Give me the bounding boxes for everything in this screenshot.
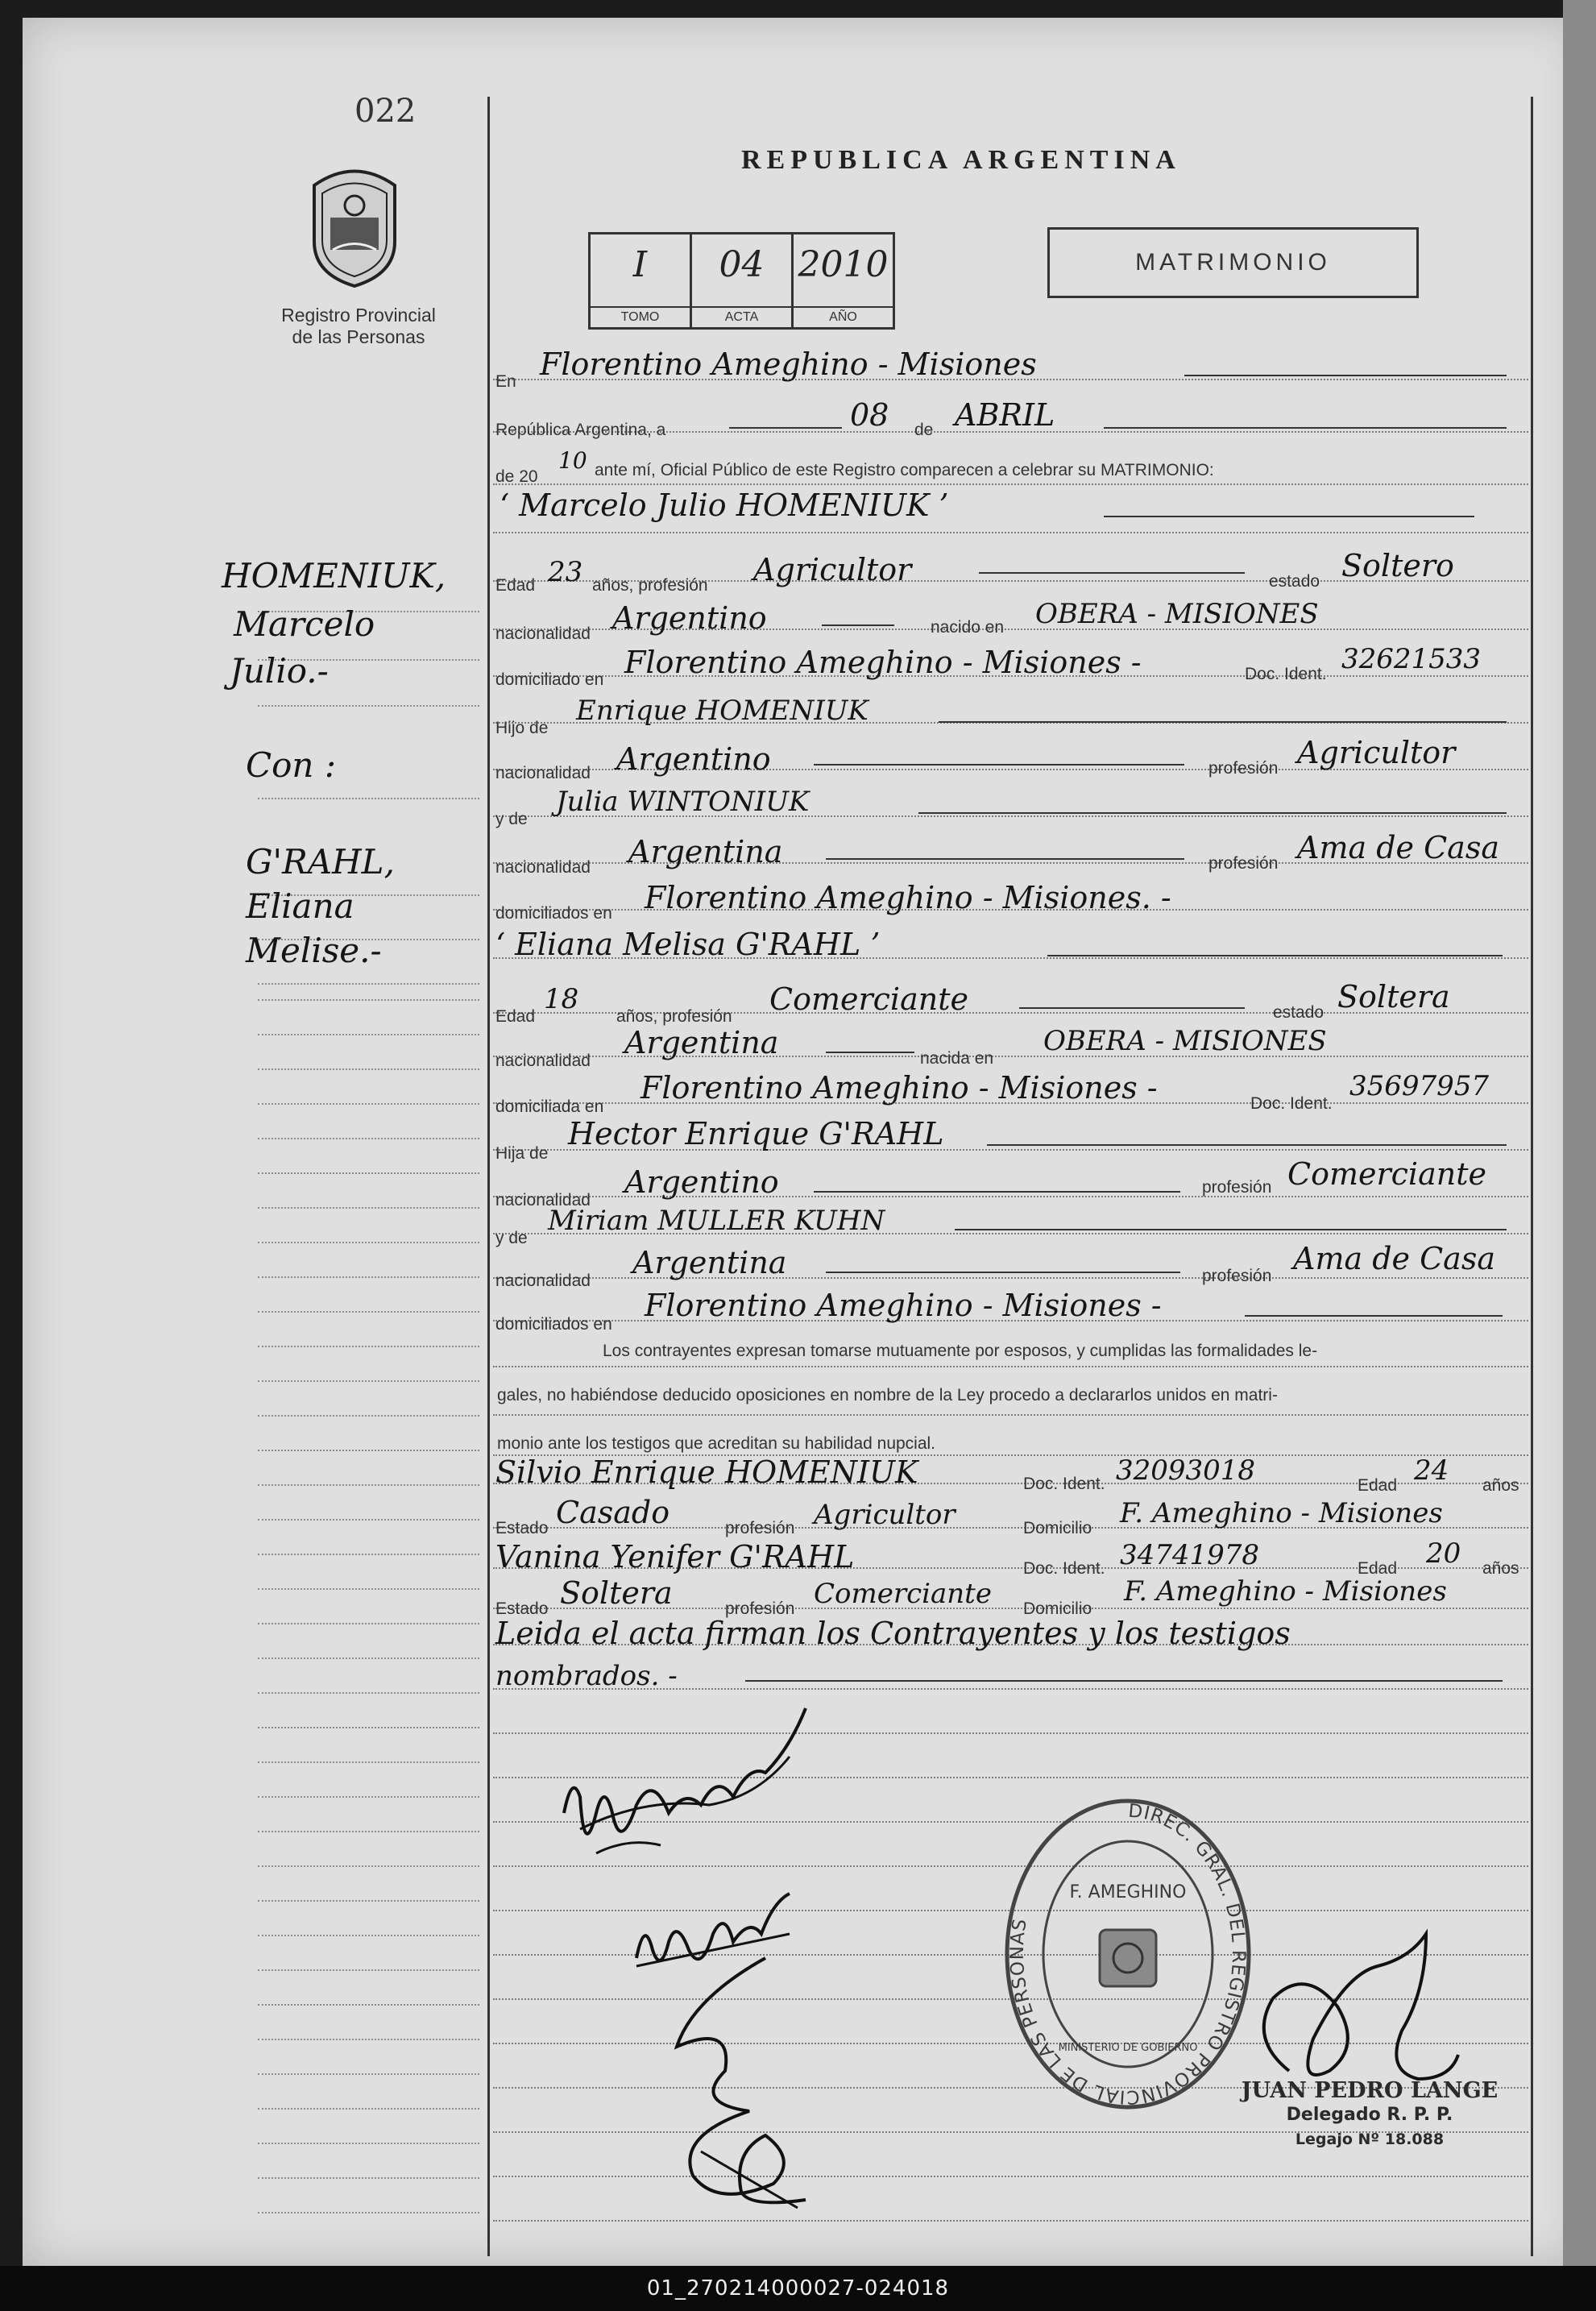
provincial-seal-logo: [302, 161, 407, 290]
margin-divider-right: [1531, 97, 1533, 2256]
filler-line: [1104, 516, 1474, 517]
document-title: REPUBLICA ARGENTINA: [741, 145, 1181, 175]
margin-ruled-line: [258, 1103, 479, 1106]
tomo-cell: [591, 234, 692, 327]
witness-2-dom-label: Domicilio: [1023, 1599, 1092, 1618]
margin-ruled-line: [258, 1796, 479, 1799]
filler-line: [987, 1144, 1507, 1146]
groom-madre: Julia WINTONIUK: [556, 786, 810, 818]
stamp-center: F. AMEGHINO: [1069, 1882, 1187, 1902]
bride-madre-prof-label: profesión: [1202, 1267, 1272, 1285]
witness-2-profesion: Comerciante: [814, 1578, 992, 1610]
margin-ruled-line: [258, 1865, 479, 1868]
act-type-box: MATRIMONIO: [1047, 227, 1419, 298]
ante-text: ante mí, Oficial Público de este Registro comparecen a celebrar su MATRIMONIO:: [595, 461, 1214, 479]
margin-ruled-line: [258, 2073, 479, 2076]
acta-value: 04: [719, 244, 765, 285]
filler-line: [826, 858, 1184, 860]
bride-doc: 35697957: [1349, 1070, 1490, 1102]
acta-label: ACTA: [692, 306, 791, 327]
tomo-value: I: [632, 244, 648, 285]
bride-profesion: Comerciante: [769, 981, 968, 1017]
witness-2-estado: Soltera: [560, 1575, 673, 1611]
margin-ruled-line: [258, 1484, 479, 1487]
groom-doc: 32621533: [1341, 643, 1482, 675]
republica-label: República Argentina, a: [495, 421, 666, 439]
page-number: 022: [354, 93, 417, 130]
filler-line: [814, 1191, 1180, 1193]
margin-ruled-line: [258, 1346, 479, 1348]
groom-estado-label: estado: [1269, 572, 1320, 591]
witness-2-domicilio: F. Ameghino - Misiones: [1124, 1575, 1447, 1608]
witness-2-estado-label: Estado: [495, 1599, 549, 1618]
witness-1-doc: 32093018: [1116, 1454, 1256, 1487]
bride-dom-label: domiciliada en: [495, 1097, 604, 1116]
place: Florentino Ameghino - Misiones: [540, 346, 1037, 382]
bride-madre-nac: Argentina: [632, 1245, 787, 1280]
registry-stamp: [999, 1793, 1257, 2115]
bride-estado-label: estado: [1273, 1003, 1324, 1022]
margin-middle-name: Julio.-: [230, 651, 329, 691]
bride-estado: Soltera: [1337, 979, 1450, 1014]
witness-1-prof-label: profesión: [725, 1519, 795, 1537]
witness-2-doc-label: Doc. Ident.: [1023, 1559, 1105, 1578]
bride-name: ‘ Eliana Melisa G'RAHL ’: [495, 927, 881, 962]
declaration-line-1: Los contrayentes expresan tomarse mutuamente por esposos, y cumplidas las formalidades le-: [603, 1342, 1318, 1360]
groom-doms: Florentino Ameghino - Misiones. -: [645, 880, 1171, 915]
witness-1-edad: 24: [1414, 1454, 1449, 1487]
witness-1-dom-label: Domicilio: [1023, 1519, 1092, 1537]
margin-ruled-line: [258, 1761, 479, 1764]
bride-padre-nac: Argentino: [624, 1164, 779, 1200]
witness-1-domicilio: F. Ameghino - Misiones: [1120, 1497, 1443, 1529]
bride-padre: Hector Enrique G'RAHL: [568, 1116, 944, 1151]
groom-madre-nac: Argentina: [628, 834, 783, 869]
margin-ruled-line: [258, 2177, 479, 2180]
groom-edad: 23: [548, 556, 583, 588]
margin-ruled-line: [258, 1207, 479, 1209]
groom-anos-label: años, profesión: [592, 576, 708, 595]
filler-line: [955, 1229, 1507, 1230]
margin-first-name: Marcelo: [234, 604, 375, 644]
bride-nac-label: nacionalidad: [495, 1052, 591, 1070]
margin-ruled-line: [258, 1831, 479, 1833]
day: 08: [850, 397, 889, 433]
witness-signature: [645, 1950, 822, 2216]
groom-dom-label: domiciliado en: [495, 670, 604, 689]
margin-ruled-line: [258, 1554, 479, 1556]
margin-ruled-line: [258, 2108, 479, 2110]
bride-edad: 18: [544, 983, 579, 1015]
margin-surname: HOMENIUK,: [222, 556, 446, 595]
margin-ruled-line: [258, 1588, 479, 1591]
anio-label: AÑO: [794, 306, 893, 327]
margin-ruled-line: [258, 1242, 479, 1244]
bride-anos-label: años, profesión: [616, 1007, 732, 1026]
groom-nacido-label: nacido en: [931, 618, 1005, 637]
groom-profesion: Agricultor: [753, 552, 912, 587]
margin-ruled-line: [258, 1172, 479, 1175]
groom-padre-prof-label: profesión: [1208, 759, 1279, 778]
margin-ruled-line: [258, 2143, 479, 2145]
margin-ruled-line: [258, 705, 479, 707]
witness-1-edad-label: Edad: [1358, 1476, 1398, 1495]
witness-1-anos-label: años: [1482, 1476, 1519, 1495]
groom-padre-nac: Argentino: [616, 741, 771, 777]
groom-domicilio: Florentino Ameghino - Misiones -: [624, 645, 1142, 680]
filler-line: [979, 572, 1245, 574]
bride-doc-label: Doc. Ident.: [1250, 1094, 1333, 1113]
filler-line: [745, 1680, 1503, 1682]
filler-line: [826, 1272, 1180, 1273]
ruled-line: [493, 1414, 1528, 1417]
bride-madre-prof: Ama de Casa: [1293, 1241, 1495, 1276]
groom-estado: Soltero: [1341, 548, 1454, 583]
bride-yde-label: y de: [495, 1229, 528, 1247]
margin-ruled-line: [258, 1658, 479, 1660]
margin-ruled-line: [258, 1311, 479, 1313]
margin-ruled-line: [258, 1380, 479, 1383]
groom-edad-label: Edad: [495, 576, 536, 595]
stamp-inner: MINISTERIO DE GOBIERNO: [1058, 2042, 1198, 2054]
margin-ruled-line: [258, 1450, 479, 1452]
tomo-label: TOMO: [591, 306, 690, 327]
witness-1-estado: Casado: [556, 1495, 670, 1530]
groom-nacido: OBERA - MISIONES: [1035, 598, 1319, 630]
filler-line: [729, 427, 842, 429]
witness-2-anos-label: años: [1482, 1559, 1519, 1578]
bride-domicilio: Florentino Ameghino - Misiones -: [640, 1070, 1158, 1106]
margin-bride-first: Eliana: [246, 886, 354, 926]
registry-line-2: de las Personas: [292, 326, 425, 347]
bride-padre-prof: Comerciante: [1287, 1156, 1486, 1192]
witness-2-edad: 20: [1426, 1537, 1461, 1570]
margin-ruled-line: [258, 1415, 479, 1417]
registry-name: [262, 305, 455, 348]
margin-ruled-line: [258, 2212, 479, 2214]
bride-padre-prof-label: profesión: [1202, 1178, 1272, 1197]
bride-hija-label: Hija de: [495, 1144, 549, 1163]
anio-cell: [794, 234, 893, 327]
filler-line: [1184, 375, 1507, 376]
official-title: Delegado R. P. P.: [1286, 2105, 1453, 2125]
bride-doms: Florentino Ameghino - Misiones -: [645, 1288, 1162, 1323]
margin-ruled-line: [258, 1935, 479, 1937]
margin-ruled-line: [258, 1034, 479, 1036]
declaration-line-3: monio ante los testigos que acreditan su habilidad nupcial.: [497, 1434, 936, 1453]
margin-ruled-line: [258, 983, 479, 985]
acta-cell: [692, 234, 794, 327]
margin-ruled-line: [258, 1623, 479, 1625]
anio-value: 2010: [798, 244, 889, 285]
bride-nacida-label: nacida en: [920, 1049, 994, 1068]
ruled-line: [493, 483, 1528, 486]
bride-edad-label: Edad: [495, 1007, 536, 1026]
witness-2-prof-label: profesión: [725, 1599, 795, 1618]
month: ABRIL: [955, 397, 1055, 433]
groom-padre-prof: Agricultor: [1297, 735, 1456, 770]
groom-doc-label: Doc. Ident.: [1245, 665, 1327, 683]
margin-ruled-line: [258, 1519, 479, 1521]
bride-nacionalidad: Argentina: [624, 1025, 779, 1060]
filler-line: [822, 624, 894, 626]
ruled-line: [493, 532, 1528, 534]
witness-1-doc-label: Doc. Ident.: [1023, 1475, 1105, 1493]
witness-2-name: Vanina Yenifer G'RAHL: [495, 1539, 855, 1575]
witness-2-doc: 34741978: [1120, 1539, 1260, 1571]
de20-label: de 20: [495, 467, 538, 486]
bride-doms-label: domiciliados en: [495, 1315, 612, 1334]
groom-doms-label: domiciliados en: [495, 904, 612, 923]
bride-madre: Miriam MULLER KUHN: [548, 1205, 885, 1237]
ruled-line: [493, 1366, 1528, 1368]
groom-yde-label: y de: [495, 810, 528, 828]
groom-name: ‘ Marcelo Julio HOMENIUK ’: [500, 488, 949, 523]
filler-line: [1245, 1315, 1503, 1317]
registry-line-1: Registro Provincial: [281, 305, 436, 326]
official-block: [1225, 2079, 1515, 2151]
filler-line: [1019, 1007, 1245, 1009]
page-edge: [1563, 0, 1596, 2272]
filler-line: [814, 764, 1184, 765]
official-name: JUAN PEDRO LANGE: [1241, 2078, 1499, 2103]
witness-1-estado-label: Estado: [495, 1519, 549, 1537]
groom-hijo-label: Hijo de: [495, 719, 549, 737]
margin-ruled-line: [258, 1068, 479, 1071]
bride-padre-nac-label: nacionalidad: [495, 1191, 591, 1209]
margin-bride-middle: Melise.-: [246, 931, 382, 970]
margin-ruled-line: [258, 1138, 479, 1140]
stamp-ring-text: DIREC. GRAL. DEL REGISTRO PROVINCIAL DE LAS PERSONAS: [1006, 1800, 1250, 2108]
margin-ruled-line: [258, 1276, 479, 1279]
witness-2-edad-label: Edad: [1358, 1559, 1398, 1578]
year-suffix: 10: [558, 447, 587, 474]
declaration-line-2: gales, no habiéndose deducido oposiciones en nombre de la Ley procedo a declararlos unidos en matri-: [497, 1386, 1278, 1404]
closing-line-1: Leida el acta firman los Contrayentes y los testigos: [495, 1616, 1291, 1651]
footer-id: 01_270214000027-024018: [646, 2276, 950, 2301]
filler-line: [918, 812, 1507, 814]
groom-nacionalidad: Argentino: [612, 600, 767, 636]
filler-line: [826, 1052, 914, 1053]
margin-divider-left: [487, 97, 490, 2256]
filler-line: [1047, 955, 1503, 956]
groom-madre-prof-label: profesión: [1208, 854, 1279, 873]
en-label: En: [495, 372, 516, 391]
margin-ruled-line: [258, 798, 479, 800]
margin-con: Con :: [246, 745, 336, 785]
official-legajo: Legajo Nº 18.088: [1295, 2131, 1445, 2148]
ruled-line: [493, 2220, 1528, 2222]
filler-line: [1104, 427, 1507, 429]
margin-ruled-line: [258, 2039, 479, 2041]
bride-nacida: OBERA - MISIONES: [1043, 1025, 1327, 1057]
margin-ruled-line: [258, 1727, 479, 1729]
groom-padre-nac-label: nacionalidad: [495, 764, 591, 782]
margin-ruled-line: [258, 1900, 479, 1902]
closing-line-2: nombrados. -: [495, 1660, 678, 1692]
margin-ruled-line: [258, 2004, 479, 2006]
witness-1-profesion: Agricultor: [814, 1499, 956, 1531]
scan-footer: [0, 2266, 1596, 2311]
witness-1-name: Silvio Enrique HOMENIUK: [495, 1454, 918, 1490]
bride-madre-nac-label: nacionalidad: [495, 1272, 591, 1290]
groom-madre-prof: Ama de Casa: [1297, 830, 1499, 865]
margin-ruled-line: [258, 1969, 479, 1972]
de-label: de: [914, 421, 934, 439]
groom-padre: Enrique HOMENIUK: [576, 695, 868, 727]
act-reference-table: [588, 232, 895, 330]
groom-madre-nac-label: nacionalidad: [495, 858, 591, 877]
margin-ruled-line: [258, 1692, 479, 1695]
groom-nac-label: nacionalidad: [495, 624, 591, 643]
margin-bride-surname: G'RAHL,: [246, 842, 395, 882]
groom-signature: [548, 1676, 822, 1886]
margin-ruled-line: [258, 999, 479, 1002]
filler-line: [939, 721, 1507, 723]
